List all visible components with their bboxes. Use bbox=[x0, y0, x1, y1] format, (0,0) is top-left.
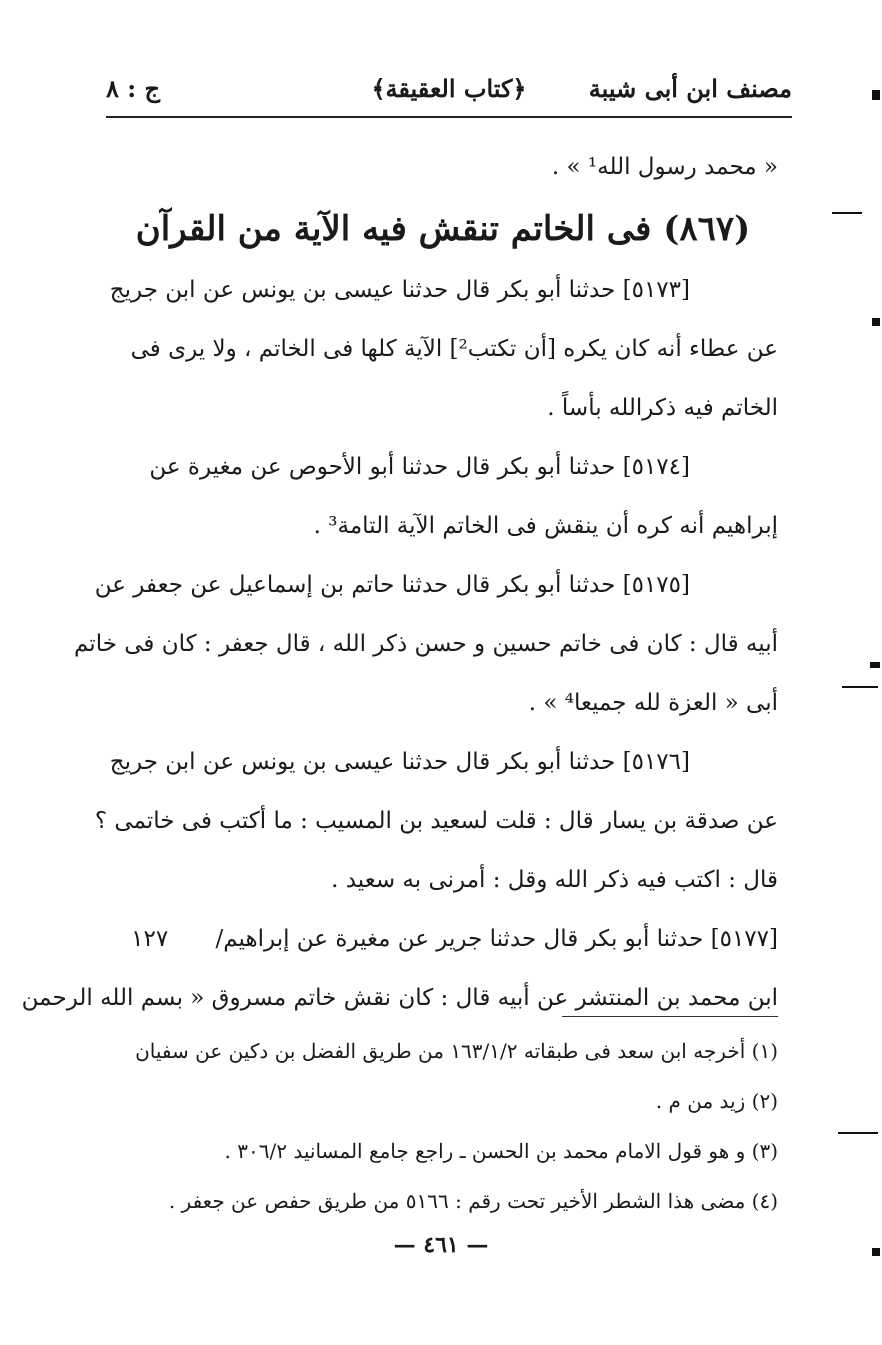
footnote-4: (٤) مضى هذا الشطر الأخير تحت رقم : ٥١٦٦ من طريق حفص عن جعفر . bbox=[168, 1189, 778, 1213]
header-volume: ج : ٨ bbox=[106, 74, 160, 103]
text-line: ابن محمد بن المنتشر عن أبيه قال : كان نقش خاتم مسروق « بسم الله الرحمن bbox=[21, 985, 778, 1011]
text-line: أبى « العزة لله جميعا⁴ » . bbox=[528, 690, 778, 716]
opening-line: « محمد رسول الله¹ » . bbox=[551, 154, 778, 180]
text-line: الخاتم فيه ذكرالله بأساً . bbox=[547, 395, 778, 421]
footnote-rule bbox=[562, 1016, 778, 1017]
scan-edge-mark bbox=[872, 90, 880, 100]
footnote-2: (٢) زيد من م . bbox=[655, 1089, 778, 1113]
scan-edge-mark bbox=[870, 662, 880, 668]
text-line: عن صدقة بن يسار قال : قلت لسعيد بن المسيب : ما أكتب فى خاتمى ؟ bbox=[94, 808, 778, 834]
text-line: [٥١٧٥] حدثنا أبو بكر قال حدثنا حاتم بن إسماعيل عن جعفر عن bbox=[94, 572, 690, 598]
margin-number: ١٢٧ bbox=[131, 926, 169, 952]
chapter-title: (٨٦٧) فى الخاتم تنقش فيه الآية من القرآن bbox=[135, 209, 751, 249]
header-book-title: مصنف ابن أبى شيبة bbox=[588, 74, 792, 103]
text-line: قال : اكتب فيه ذكر الله وقل : أمرنى به سعيد . bbox=[331, 867, 778, 893]
text-line: [٥١٧٣] حدثنا أبو بكر قال حدثنا عيسى بن يونس عن ابن جريج bbox=[109, 277, 690, 303]
text-line: [٥١٧٤] حدثنا أبو بكر قال حدثنا أبو الأحوص عن مغيرة عن bbox=[149, 454, 690, 480]
scan-edge-mark bbox=[872, 1248, 880, 1256]
text-line: [٥١٧٧] حدثنا أبو بكر قال حدثنا جرير عن مغيرة عن إبراهيم/ bbox=[215, 926, 778, 952]
scan-edge-mark bbox=[832, 212, 862, 214]
footnote-1: (١) أخرجه ابن سعد فى طبقاته ١٦٣/١/٢ من طريق الفضل بن دكين عن سفيان bbox=[135, 1039, 778, 1063]
header-section-title: ﴿كتاب العقيقة﴾ bbox=[371, 74, 527, 103]
text-line: إبراهيم أنه كره أن ينقش فى الخاتم الآية التامة³ . bbox=[313, 513, 778, 539]
page-number: — ٤٦١ — bbox=[393, 1232, 489, 1258]
footnotes bbox=[108, 1026, 778, 1226]
header-rule bbox=[106, 116, 792, 118]
main-text bbox=[21, 138, 778, 1028]
running-header bbox=[106, 64, 792, 112]
text-line: عن عطاء أنه كان يكره [أن تكتب²] الآية كلها فى الخاتم ، ولا يرى فى bbox=[130, 336, 778, 362]
text-line: أبيه قال : كان فى خاتم حسين و حسن ذكر الله ، قال جعفر : كان فى خاتم bbox=[74, 631, 778, 657]
text-line: [٥١٧٦] حدثنا أبو بكر قال حدثنا عيسى بن يونس عن ابن جريج bbox=[109, 749, 690, 775]
text-line-with-margin-number bbox=[108, 910, 778, 969]
scan-edge-mark bbox=[842, 686, 878, 688]
scan-edge-mark bbox=[838, 1132, 878, 1134]
footnote-3: (٣) و هو قول الامام محمد بن الحسن ـ راجع جامع المسانيد ٣٠٦/٢ . bbox=[224, 1139, 778, 1163]
scan-edge-mark bbox=[872, 318, 880, 326]
